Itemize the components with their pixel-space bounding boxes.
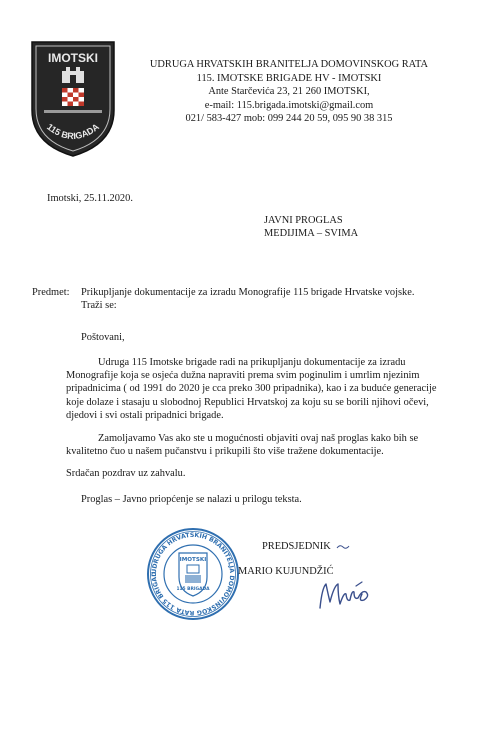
ink-scribble-icon (336, 543, 350, 551)
org-phones: 021/ 583-427 mob: 099 244 20 59, 095 90 38 315 (185, 113, 393, 124)
paragraph-line: djedovi i svi ostali pripadnici brigade. (66, 409, 224, 421)
paragraph-line: Zamoljavamo Vas ako ste u mogućnosti objaviti ovaj naš proglas kako bih se (98, 433, 419, 444)
emblem-shield-icon (30, 40, 116, 158)
org-address: Ante Starčevića 23, 21 260 IMOTSKI, (208, 86, 370, 97)
body-paragraph-2 (66, 432, 418, 458)
paragraph-line: Udruga 115 Imotske brigade radi na prikupljanju dokumentacije za izradu (98, 357, 406, 368)
brigade-name: 115. IMOTSKE BRIGADE HV - IMOTSKI (196, 72, 382, 84)
paragraph-line: kvalitetno čuo u našem pučanstvu i prikupili što više tražene dokumentacije. (66, 446, 384, 458)
subject-request: Traži se: (81, 300, 117, 311)
org-email: e-mail: 115.brigada.imotski@gmail.com (204, 99, 374, 111)
body-paragraph-1 (66, 356, 436, 422)
org-name: UDRUGA HRVATSKIH BRANITELJA DOMOVINSKOG RATA (149, 59, 429, 70)
stamp-center-bottom: 115 BRIGADA (176, 587, 210, 592)
recipient-line-1: JAVNI PROGLAS (264, 215, 343, 226)
emblem-bottom-text: 115 BRIGADA (45, 121, 101, 142)
paragraph-line: pripadnicima ( od 1991 do 2020 je cca preko 300 pripadnika), kao i za buduće generacije (66, 383, 437, 395)
subject-label: Predmet: (32, 287, 70, 298)
handwritten-signature (316, 578, 376, 614)
official-stamp (146, 527, 240, 621)
checkerboard-shield-icon (62, 88, 84, 106)
stamp-center-top: IMOTSKI (179, 557, 207, 563)
subject-text: Prikupljanje dokumentacije za izradu Monografije 115 brigade Hrvatske vojske. (81, 287, 415, 298)
date-line: Imotski, 25.11.2020. (47, 193, 133, 204)
closing-line: Srdačan pozdrav uz zahvalu. (66, 468, 186, 479)
greeting: Poštovani, (81, 332, 125, 343)
emblem-top-text: IMOTSKI (48, 51, 98, 65)
signature-scribble-icon (316, 578, 376, 614)
paragraph-line: koje dolaze i stasaju u slobodnoj Republici Hrvatskoj za koju su se borili njihovi očevi, (66, 396, 429, 408)
letterhead (128, 58, 450, 126)
signatory-name: MARIO KUJUNDŽIĆ (238, 566, 334, 577)
signatory-title (262, 540, 350, 553)
paragraph-line: Monografije koja se osjeća dužna napraviti prema svim poginulim i umrlim njezinim (66, 370, 420, 382)
attachment-note: Proglas – Javno priopćenje se nalazi u prilogu teksta. (81, 494, 302, 505)
stamp-seal-icon (146, 527, 240, 621)
recipient-line-2: MEDIJIMA – SVIMA (264, 228, 359, 239)
stamp-ring-text: UDRUGA HRVATSKIH BRANITELJA DOMOVINSKOG RATA 115 BRIGAD (150, 531, 236, 617)
brigade-emblem-logo (30, 40, 116, 158)
signatory-title-text: PREDSJEDNIK (262, 541, 331, 552)
